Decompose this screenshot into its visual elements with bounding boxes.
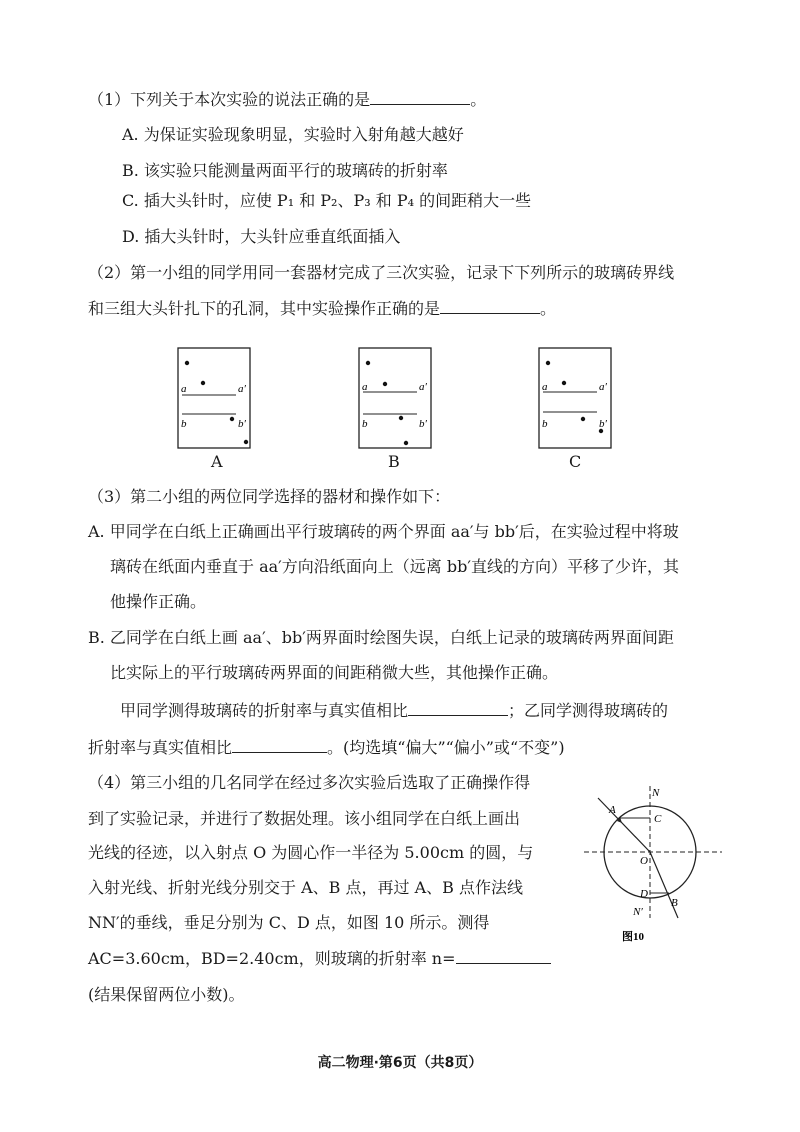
page-footer: 高二物理·第6页（共8页）	[317, 1055, 483, 1071]
figure-10-label-d: D	[640, 888, 648, 900]
q3-question-text-2: ；乙同学测得玻璃砖的	[508, 701, 669, 720]
figure-b-label: B	[388, 452, 400, 471]
q3-a-line1: A. 甲同学在白纸上正确画出平行玻璃砖的两个界面 aa′与 bb′后，在实验过程中将玻	[88, 522, 679, 541]
figure-a-pin-2	[201, 381, 205, 385]
q3-question-line1	[120, 699, 668, 722]
figure-b-label-a: a	[362, 381, 368, 393]
q3-answer-blank-2[interactable]	[232, 736, 327, 753]
figure-c-pin-3	[581, 417, 585, 421]
figure-a-label-a-prime: a′	[238, 383, 246, 395]
figure-10-label-a: A	[609, 804, 616, 816]
q2-line1: （2）第一小组的同学用同一套器材完成了三次实验，记录下下列所示的玻璃砖界线	[88, 263, 675, 282]
figure-b-pin-4	[404, 441, 408, 445]
q3-intro: （3）第二小组的两位同学选择的器材和操作如下：	[88, 487, 451, 506]
figure-a-diagram	[176, 346, 266, 452]
figure-10-label-c: C	[654, 813, 662, 825]
q4-line6-text: AC=3.60cm，BD=2.40cm，则玻璃的折射率 n=	[88, 949, 456, 968]
figure-a-label-b: b	[181, 418, 187, 430]
figure-c-label-b-prime: b′	[599, 418, 607, 430]
q4-line3: 光线的径迹，以入射点 O 为圆心作一半径为 5.00cm 的圆，与	[88, 843, 534, 862]
figure-b-label-a-prime: a′	[419, 381, 427, 393]
figure-10-label-o: O	[640, 855, 648, 867]
q1-stem-text: （1）下列关于本次实验的说法正确的是	[88, 90, 371, 109]
figure-a-label: A	[211, 452, 223, 471]
figure-c-label-b: b	[542, 418, 548, 430]
q3-question-text-3: 折射率与真实值相比	[88, 738, 233, 757]
figure-b-label-b-prime: b′	[419, 418, 427, 430]
figure-a-pin-4	[244, 440, 248, 444]
q4-line6	[88, 947, 551, 970]
q4-answer-blank[interactable]	[456, 947, 551, 964]
figure-b-diagram	[357, 346, 447, 452]
figure-b-label-b: b	[362, 418, 368, 430]
q3-b-line1: B. 乙同学在白纸上画 aa′、bb′两界面时绘图失误，白纸上记录的玻璃砖两界面间距	[88, 628, 674, 647]
q1-stem	[88, 88, 486, 111]
figure-10-label-n: N	[652, 787, 660, 799]
q3-a-line2: 璃砖在纸面内垂直于 aa′方向沿纸面向上（远离 bb′直线的方向）平移了少许，其	[110, 557, 680, 576]
figure-c-label-a: a	[542, 381, 548, 393]
q2-answer-blank[interactable]	[440, 297, 540, 314]
q2-line2-text: 和三组大头针扎下的孔洞，其中实验操作正确的是	[88, 299, 441, 318]
figure-b-pin-1	[366, 361, 370, 365]
figure-b-pin-2	[383, 382, 387, 386]
q4-line2: 到了实验记录，并进行了数据处理。该小组同学在白纸上画出	[88, 809, 521, 828]
figure-a-label-a: a	[181, 383, 187, 395]
q2-line2	[88, 297, 556, 320]
q4-note: (结果保留两位小数)。	[88, 985, 245, 1004]
q1-stem-suffix: 。	[470, 90, 487, 109]
q3-b-line2: 比实际上的平行玻璃砖两界面的间距稍微大些，其他操作正确。	[110, 663, 559, 682]
q3-a-line3: 他操作正确。	[110, 592, 207, 611]
figure-c-pin-1	[546, 361, 550, 365]
figure-10-label-b: B	[671, 897, 678, 909]
figure-c-pin-2	[562, 381, 566, 385]
figure-10-label-n-prime: N′	[633, 906, 643, 918]
q2-line2-suffix: 。	[540, 299, 557, 318]
q3-question-text-4: 。(均选填“偏大”“偏小”或“不变”)	[327, 738, 565, 757]
q4-line5: NN′的垂线，垂足分别为 C、D 点，如图 10 所示。测得	[88, 913, 490, 932]
figure-c-diagram	[537, 346, 627, 452]
figure-a-pin-3	[230, 417, 234, 421]
figure-a-label-b-prime: b′	[238, 418, 246, 430]
q3-question-line2	[88, 736, 565, 759]
figure-b-pin-3	[399, 416, 403, 420]
q1-option-c: C. 插大头针时，应使 P₁ 和 P₂、P₃ 和 P₄ 的间距稍大一些	[122, 191, 532, 210]
q1-option-a: A. 为保证实验现象明显，实验时入射角越大越好	[122, 125, 464, 144]
figure-10-caption: 图10	[622, 931, 644, 943]
q3-question-text-1: 甲同学测得玻璃砖的折射率与真实值相比	[120, 701, 409, 720]
figure-c-label: C	[569, 452, 582, 471]
q4-line1: （4）第三小组的几名同学在经过多次实验后选取了正确操作得	[88, 773, 531, 792]
q3-answer-blank-1[interactable]	[408, 699, 508, 716]
figure-a-pin-1	[185, 361, 189, 365]
q4-line4: 入射光线、折射光线分别交于 A、B 点，再过 A、B 点作法线	[88, 878, 523, 897]
figure-10-diagram	[582, 780, 732, 950]
q1-option-b: B. 该实验只能测量两面平行的玻璃砖的折射率	[122, 161, 448, 180]
q1-answer-blank[interactable]	[370, 88, 470, 105]
figure-c-label-a-prime: a′	[599, 381, 607, 393]
q1-option-d: D. 插大头针时，大头针应垂直纸面插入	[122, 227, 401, 246]
